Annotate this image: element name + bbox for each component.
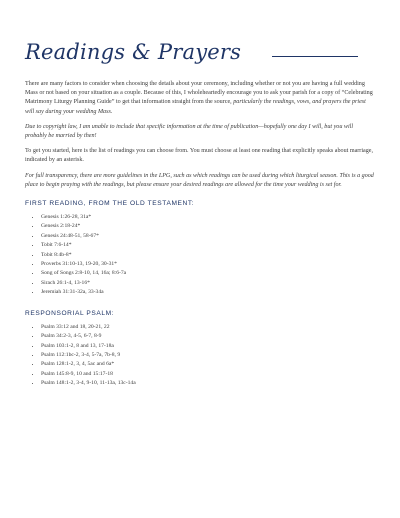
list-item: • Tobit 8:4b-8*	[41, 251, 375, 260]
list-item: • Psalm 128:1-2, 3, 4, 5ac and 6a*	[41, 360, 375, 369]
copyright-note: Due to copyright law, I am unable to include that specific information at the time of publication—hopefully one day I will, but you will probably be married by then!	[25, 123, 354, 140]
list-item: • Sirach 26:1-4, 13-16*	[41, 279, 375, 288]
list-item: • Psalm 145:8-9, 10 and 15:17-18	[41, 370, 375, 379]
section-heading: RESPONSORIAL PSALM:	[25, 309, 115, 317]
intro-text: There are many factors to consider when choosing the details about your ceremony, including whether or not you are having a full wedding Mass or not based on your situation as a couple. Because of this, I wholeheartedly encourage you to ask your parish for a copy of “Celebrating Matrimony Liturgy Planning Guide” to get that information straight from the source,	[25, 81, 373, 106]
intro-paragraph	[25, 80, 375, 117]
section-first-reading	[25, 200, 375, 298]
list-item: • Psalm 112:1bc-2, 3-4, 5-7a, 7b-8, 9	[41, 351, 375, 360]
list-item: • Genesis 1:26-28, 31a*	[41, 213, 375, 222]
readings-intro-paragraph: To get you started, here is the list of readings you can choose from. You must choose at least one reading that explicitly speaks about marriage, indicated by an asterisk.	[25, 148, 374, 164]
list-item: • Proverbs 31:10-13, 19-20, 30-31*	[41, 260, 375, 269]
list-item: • Song of Songs 2:8-10, 14, 16a; 8:6-7a	[41, 269, 375, 278]
document-body	[25, 80, 375, 401]
intro-emphasis: particularly the readings, vows, and prayers the priest will say during your wedding Mass.	[25, 99, 366, 115]
psalm-list	[25, 323, 375, 389]
list-item: • Psalm 34:2-3, 4-5, 6-7, 8-9	[41, 332, 375, 341]
title-divider	[272, 56, 358, 57]
guidelines-note: For full transparency, there are more guidelines in the LPG, such as which readings can be used during which liturgical season. This is a good place to begin praying with the readings, but please ensure your desired readings are allowed for the time your wedding is set for.	[25, 172, 374, 188]
list-item: • Psalm 103:1-2, 8 and 13, 17-18a	[41, 342, 375, 351]
list-item: • Psalm 33:12 and 18, 20-21, 22	[41, 323, 375, 332]
list-item: • Jeremiah 31:31-32a, 33-34a	[41, 288, 375, 297]
reading-list	[25, 213, 375, 298]
page-title: Readings & Prayers	[25, 40, 242, 64]
list-item: • Tobit 7:6-14*	[41, 241, 375, 250]
section-responsorial-psalm	[25, 310, 375, 389]
list-item: • Genesis 24:48-51, 58-67*	[41, 232, 375, 241]
list-item: • Psalm 148:1-2, 3-4, 9-10, 11-13a, 13c-14a	[41, 379, 375, 388]
section-heading: FIRST READING, FROM THE OLD TESTAMENT:	[25, 200, 195, 208]
list-item: • Genesis 2:18-24*	[41, 222, 375, 231]
